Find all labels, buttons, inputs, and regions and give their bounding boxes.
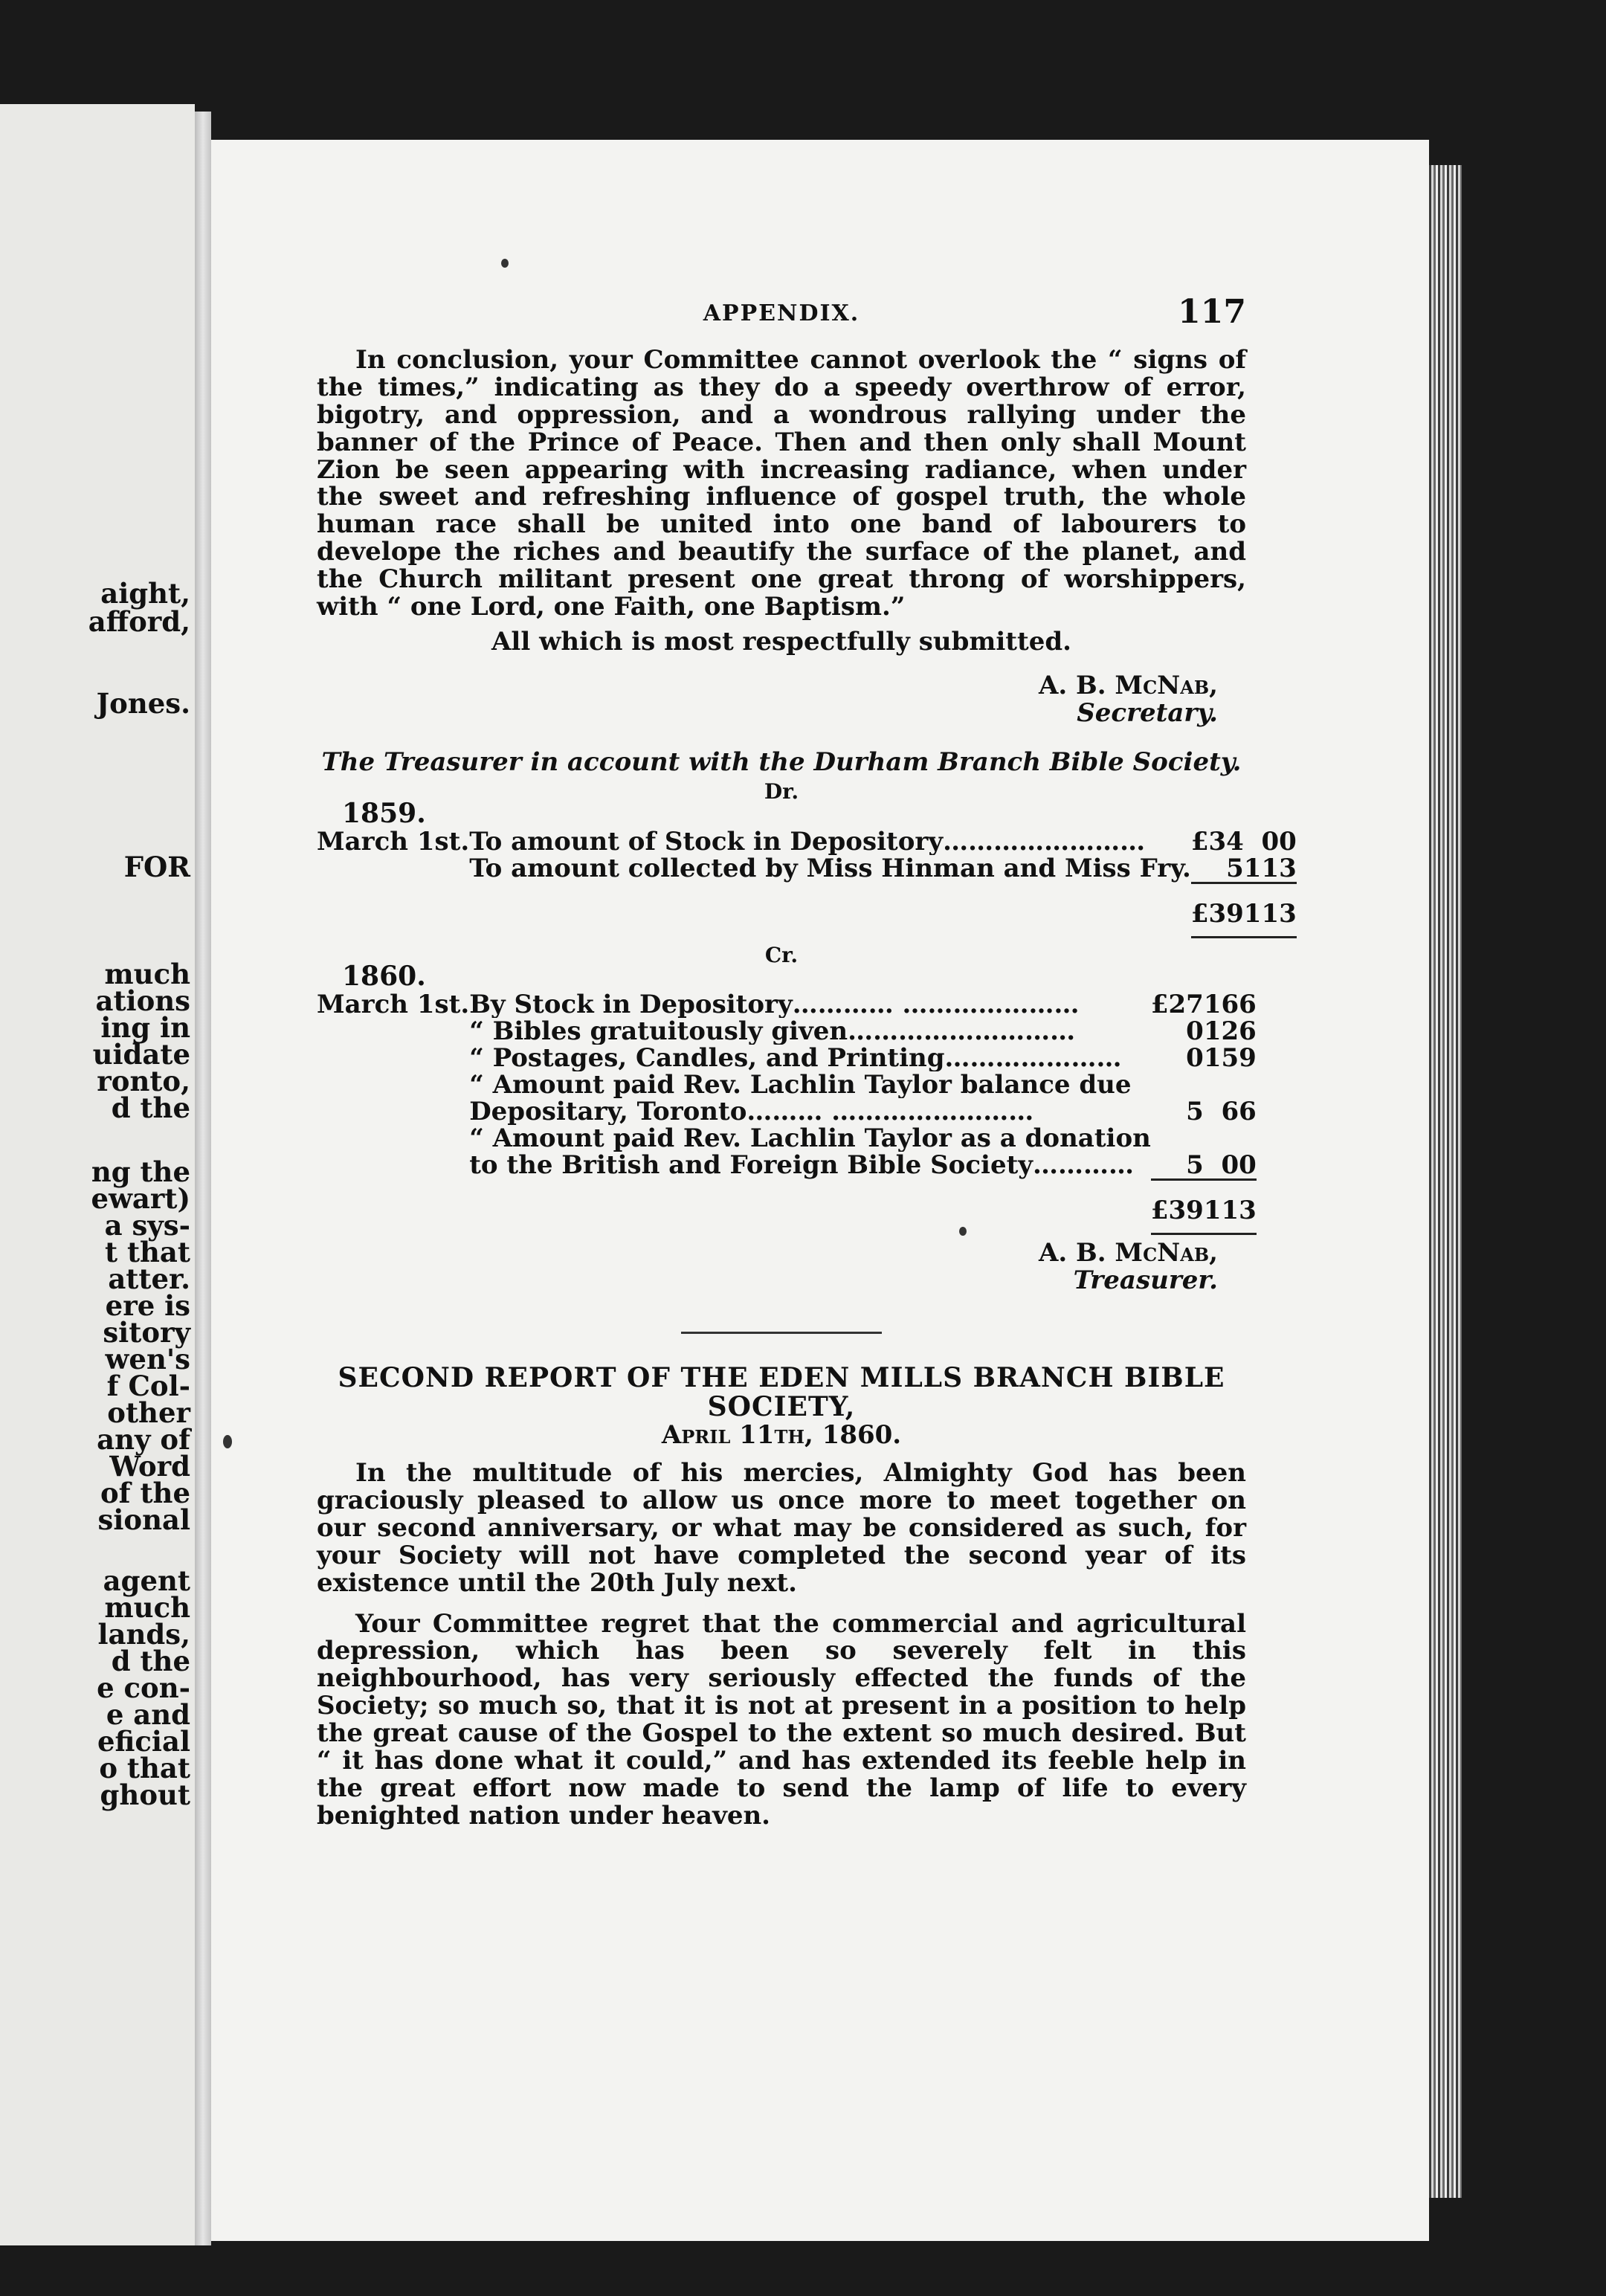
report-title: SECOND REPORT OF THE EDEN MILLS BRANCH BIBLE SOCIETY, bbox=[338, 1362, 1225, 1423]
ledger-shillings: 0 bbox=[1261, 826, 1280, 857]
ledger-row bbox=[317, 1071, 1257, 1098]
left-page-fragment: other bbox=[107, 1396, 190, 1429]
ink-speck bbox=[223, 1435, 232, 1448]
left-page-fragment: sional bbox=[97, 1503, 190, 1536]
ledger-pence: 6 bbox=[1239, 990, 1257, 1020]
left-page-fragment: ations bbox=[95, 984, 190, 1017]
credit-heading: Cr. bbox=[764, 942, 799, 967]
intro-paragraph: In conclusion, your Committee cannot overlook the “ signs of the times,” indicating as they do a speedy overthrow of error, bigotry, and oppression, and a wondrous rallying under the banner of the Prince of Peace. Then and then only shall Mount Zion be seen appearing with increasing radiance, when under the sweet and refreshing influence of gospel truth, the whole human race shall be united into one band of labourers to develope the riches and beautify the surface of the planet, and the Church militant present one great throng of worshippers, with “ one Lord, one Faith, one Baptism.” bbox=[317, 345, 1246, 622]
ledger-shillings: 16 bbox=[1203, 990, 1239, 1020]
page-edges bbox=[1429, 165, 1462, 2198]
running-title: APPENDIX. bbox=[703, 300, 860, 326]
treasurer-signature: A. B. McNab, bbox=[1038, 1238, 1218, 1268]
credit-ledger bbox=[317, 991, 1257, 1235]
ink-speck bbox=[501, 259, 509, 268]
ledger-pence: 3 bbox=[1279, 853, 1297, 883]
ledger-description: to the British and Foreign Bible Society………… bbox=[469, 1152, 1135, 1180]
left-page-fragment: Word bbox=[109, 1450, 190, 1483]
left-page-fragment: e and bbox=[106, 1698, 190, 1731]
left-page-fragment: a sys- bbox=[104, 1209, 190, 1242]
page-content bbox=[317, 293, 1297, 1831]
page-number: 117 bbox=[1178, 293, 1246, 331]
ledger-row bbox=[317, 1125, 1257, 1152]
left-page-fragment: much bbox=[104, 1591, 190, 1624]
total-shillings: 11 bbox=[1204, 1180, 1239, 1234]
ledger-shillings: 11 bbox=[1243, 853, 1280, 883]
ledger-shillings: 12 bbox=[1203, 1016, 1239, 1047]
ledger-date bbox=[317, 1045, 469, 1071]
ledger-pounds: 0 bbox=[1186, 1016, 1204, 1047]
left-page-fragment: much bbox=[104, 958, 190, 990]
left-page-fragment: d the bbox=[111, 1645, 190, 1677]
left-page-fragment: eficial bbox=[97, 1725, 190, 1758]
left-page-fragment: ronto, bbox=[97, 1065, 190, 1097]
left-page-fragment: ng the bbox=[91, 1155, 190, 1188]
report-paragraph: Your Committee regret that the commercial and agricultural depression, which has been so severely felt in this neighbourhood, has very seriously effected the funds of the Society; so much so, that it is not at present in a position to help the great cause of the Gospel to the extent so much desired. But “ it has done what it could,” and has extended its feeble help in the great effort now made to send the lamp of life to every benighted nation under heaven. bbox=[317, 1608, 1246, 1831]
ledger-pence: 0 bbox=[1279, 826, 1297, 857]
ledger-shillings bbox=[1204, 1125, 1239, 1152]
ledger-row bbox=[317, 828, 1297, 855]
left-page-fragment: FOR bbox=[123, 851, 190, 883]
ledger-pounds: 5 bbox=[1186, 1150, 1204, 1181]
total-pence: 3 bbox=[1279, 883, 1297, 937]
ledger-pence: 0 bbox=[1239, 1150, 1257, 1181]
ledger-pence: 9 bbox=[1239, 1043, 1257, 1074]
total-pounds: £39 bbox=[1191, 883, 1244, 937]
left-page-fragment: any of bbox=[97, 1423, 190, 1456]
ledger-date bbox=[317, 855, 469, 883]
left-page-fragment: o that bbox=[99, 1752, 190, 1784]
debit-heading: Dr. bbox=[764, 779, 799, 804]
left-page-fragment: Jones. bbox=[96, 687, 190, 720]
left-page-fragment: ghout bbox=[100, 1779, 190, 1811]
report-date: April 11th, 1860. bbox=[661, 1420, 902, 1451]
ledger-date bbox=[317, 1098, 469, 1125]
left-page-fragment: wen's bbox=[105, 1343, 190, 1376]
ledger-total-row bbox=[317, 1180, 1257, 1234]
ledger-description: “ Postages, Candles, and Printing………………… bbox=[469, 1045, 1122, 1072]
ledger-shillings: 6 bbox=[1221, 1097, 1239, 1127]
ledger-row bbox=[317, 855, 1297, 883]
account-title: The Treasurer in account with the Durham Branch Bible Society. bbox=[321, 747, 1242, 778]
left-page-fragment: e con- bbox=[97, 1671, 190, 1704]
credit-year: 1860. bbox=[342, 961, 426, 993]
ledger-date bbox=[317, 1125, 469, 1152]
ledger-row bbox=[317, 1045, 1257, 1071]
debit-ledger bbox=[317, 828, 1297, 938]
total-pence: 3 bbox=[1239, 1180, 1257, 1234]
ledger-description: “ Bibles gratuitously given……………………… bbox=[469, 1018, 1076, 1045]
ledger-description: “ Amount paid Rev. Lachlin Taylor balance due bbox=[469, 1071, 1132, 1099]
left-page-fragment: lands, bbox=[97, 1618, 190, 1651]
secretary-role: Secretary. bbox=[1077, 697, 1218, 728]
left-page-fragment: afford, bbox=[88, 605, 190, 638]
left-facing-page bbox=[0, 104, 195, 2245]
secretary-signature: A. B. McNab, bbox=[1038, 670, 1218, 700]
total-shillings: 11 bbox=[1244, 883, 1279, 937]
left-page-fragment: ewart) bbox=[91, 1182, 190, 1215]
ledger-pence: 6 bbox=[1239, 1097, 1257, 1127]
debit-year: 1859. bbox=[342, 797, 426, 829]
running-head bbox=[317, 293, 1246, 346]
ledger-pounds bbox=[1151, 1125, 1204, 1152]
document-page bbox=[211, 140, 1429, 2241]
ledger-shillings: 0 bbox=[1221, 1150, 1239, 1181]
left-page-fragment: uidate bbox=[92, 1038, 190, 1071]
ledger-row bbox=[317, 1152, 1257, 1180]
left-page-fragment: of the bbox=[100, 1477, 190, 1509]
treasurer-role: Treasurer. bbox=[1073, 1265, 1218, 1296]
left-page-fragment: ere is bbox=[105, 1289, 190, 1322]
ledger-pounds: 5 bbox=[1226, 853, 1244, 883]
ledger-description: To amount of Stock in Depository…………………… bbox=[469, 828, 1146, 855]
ledger-shillings: 15 bbox=[1203, 1043, 1239, 1074]
ledger-row bbox=[317, 991, 1257, 1018]
closing-line: All which is most respectfully submitted. bbox=[491, 626, 1071, 657]
ledger-pence bbox=[1239, 1071, 1257, 1098]
ledger-total-row bbox=[317, 883, 1297, 937]
ledger-date: March 1st. bbox=[317, 826, 470, 857]
report-paragraph: In the multitude of his mercies, Almighty God has been graciously pleased to allow us once more to meet together on our second anniversary, or what may be considered as such, for your Society will not have completed the second year of its existence until the 20th July next. bbox=[317, 1458, 1246, 1598]
left-page-fragment: atter. bbox=[108, 1263, 190, 1295]
book-gutter bbox=[195, 112, 211, 2245]
ledger-description: “ Amount paid Rev. Lachlin Taylor as a donation bbox=[469, 1125, 1151, 1152]
total-pounds: £39 bbox=[1151, 1180, 1204, 1234]
left-page-fragment: ing in bbox=[100, 1011, 190, 1044]
ledger-shillings bbox=[1204, 1071, 1239, 1098]
ledger-pounds: 5 bbox=[1186, 1097, 1204, 1127]
ledger-description: Depositary, Toronto……… …………………… bbox=[469, 1098, 1034, 1126]
ledger-description: To amount collected by Miss Hinman and Miss Fry. bbox=[469, 854, 1191, 883]
ledger-pounds bbox=[1151, 1071, 1204, 1098]
ledger-pounds: £34 bbox=[1190, 826, 1244, 857]
ledger-pence: 6 bbox=[1239, 1016, 1257, 1047]
ledger-row bbox=[317, 1098, 1257, 1125]
section-divider bbox=[681, 1332, 882, 1334]
ledger-date bbox=[317, 1018, 469, 1045]
ledger-date: March 1st. bbox=[317, 990, 470, 1020]
left-page-fragment: f Col- bbox=[106, 1370, 190, 1402]
ledger-date bbox=[317, 1071, 469, 1098]
ledger-pence bbox=[1239, 1125, 1257, 1152]
left-page-fragment: d the bbox=[111, 1091, 190, 1124]
ledger-row bbox=[317, 1018, 1257, 1045]
left-page-fragment: aight, bbox=[100, 577, 190, 610]
ledger-date bbox=[317, 1152, 469, 1180]
ledger-pounds: 0 bbox=[1186, 1043, 1204, 1074]
left-page-fragment: t that bbox=[104, 1236, 190, 1268]
ledger-description: By Stock in Depository………… ………………… bbox=[469, 991, 1080, 1019]
left-page-fragment: sitory bbox=[103, 1316, 190, 1349]
left-page-fragment: agent bbox=[103, 1564, 190, 1597]
ledger-pounds: £27 bbox=[1150, 990, 1204, 1020]
